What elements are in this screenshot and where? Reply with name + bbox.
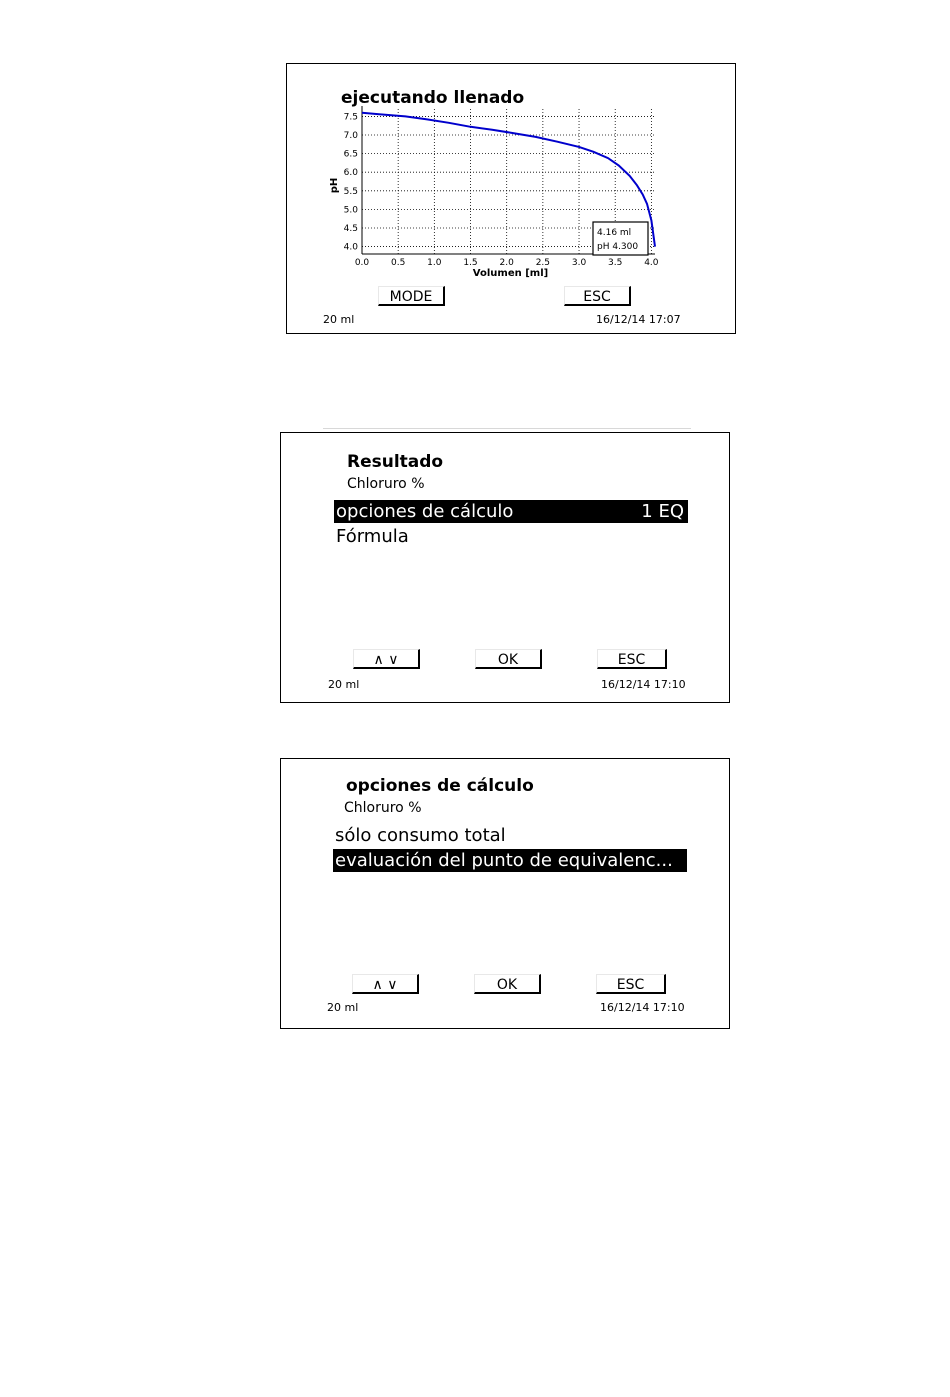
x-tick-label: 2.0 — [499, 258, 514, 268]
y-tick-label: 4.5 — [343, 223, 358, 234]
y-axis-label: pH — [329, 177, 340, 194]
x-tick-label: 3.5 — [608, 258, 623, 268]
datetime-status: 16/12/14 17:10 — [601, 678, 686, 691]
menu-item-label: evaluación del punto de equivalenc... — [335, 850, 673, 871]
titration-curve-chart — [287, 64, 735, 333]
menu-item-opciones-de-calculo[interactable] — [334, 500, 688, 523]
volume-status: 20 ml — [323, 313, 355, 326]
menu-item-label: Fórmula — [336, 526, 409, 547]
menu-item-label: sólo consumo total — [335, 825, 506, 846]
y-tick-label: 5.5 — [343, 186, 358, 197]
x-tick-label: 3.0 — [571, 258, 587, 268]
x-tick-label: 1.0 — [427, 258, 442, 268]
menu-item-value: 1 EQ — [641, 501, 684, 522]
menu-item-solo-consumo-total[interactable] — [333, 824, 687, 847]
annotation-ph: pH 4.300 — [597, 242, 639, 252]
volume-status: 20 ml — [327, 1001, 359, 1014]
titration-chart-screen — [286, 63, 736, 334]
separator-line — [323, 428, 691, 429]
up-down-button[interactable]: ∧ ∨ — [353, 649, 420, 669]
menu-item-label: opciones de cálculo — [336, 501, 514, 522]
x-axis-label: Volumen [ml] — [472, 268, 549, 279]
screen-subtitle: Chloruro % — [347, 476, 425, 492]
datetime-status: 16/12/14 17:10 — [600, 1001, 685, 1014]
esc-button[interactable]: ESC — [597, 649, 667, 669]
x-tick-label: 0.0 — [354, 258, 370, 268]
screen-title: Resultado — [347, 452, 444, 472]
y-tick-label: 4.0 — [343, 242, 358, 253]
screen-title: opciones de cálculo — [346, 776, 534, 796]
menu-item-formula[interactable] — [334, 525, 688, 548]
esc-button[interactable]: ESC — [596, 974, 666, 994]
resultado-screen — [280, 432, 730, 703]
up-down-button[interactable]: ∧ ∨ — [352, 974, 419, 994]
screen-title: ejecutando llenado — [341, 88, 525, 108]
x-tick-label: 1.5 — [463, 258, 478, 268]
ok-button[interactable]: OK — [475, 649, 542, 669]
ok-button[interactable]: OK — [474, 974, 541, 994]
volume-status: 20 ml — [328, 678, 360, 691]
x-tick-label: 4.0 — [644, 258, 659, 268]
x-tick-label: 2.5 — [535, 258, 551, 268]
menu-item-evaluacion-punto-equivalencia[interactable] — [333, 849, 687, 872]
annotation-volume: 4.16 ml — [597, 228, 632, 238]
datetime-status: 16/12/14 17:07 — [596, 313, 681, 326]
esc-button[interactable]: ESC — [564, 286, 631, 306]
y-tick-label: 7.0 — [343, 131, 358, 142]
y-tick-label: 7.5 — [343, 112, 358, 123]
screen-subtitle: Chloruro % — [344, 800, 422, 816]
mode-button[interactable]: MODE — [378, 286, 445, 306]
opciones-de-calculo-screen — [280, 758, 730, 1029]
y-tick-label: 5.0 — [343, 205, 358, 216]
y-tick-label: 6.0 — [343, 168, 358, 179]
y-tick-label: 6.5 — [343, 149, 358, 160]
x-tick-label: 0.5 — [391, 258, 406, 268]
